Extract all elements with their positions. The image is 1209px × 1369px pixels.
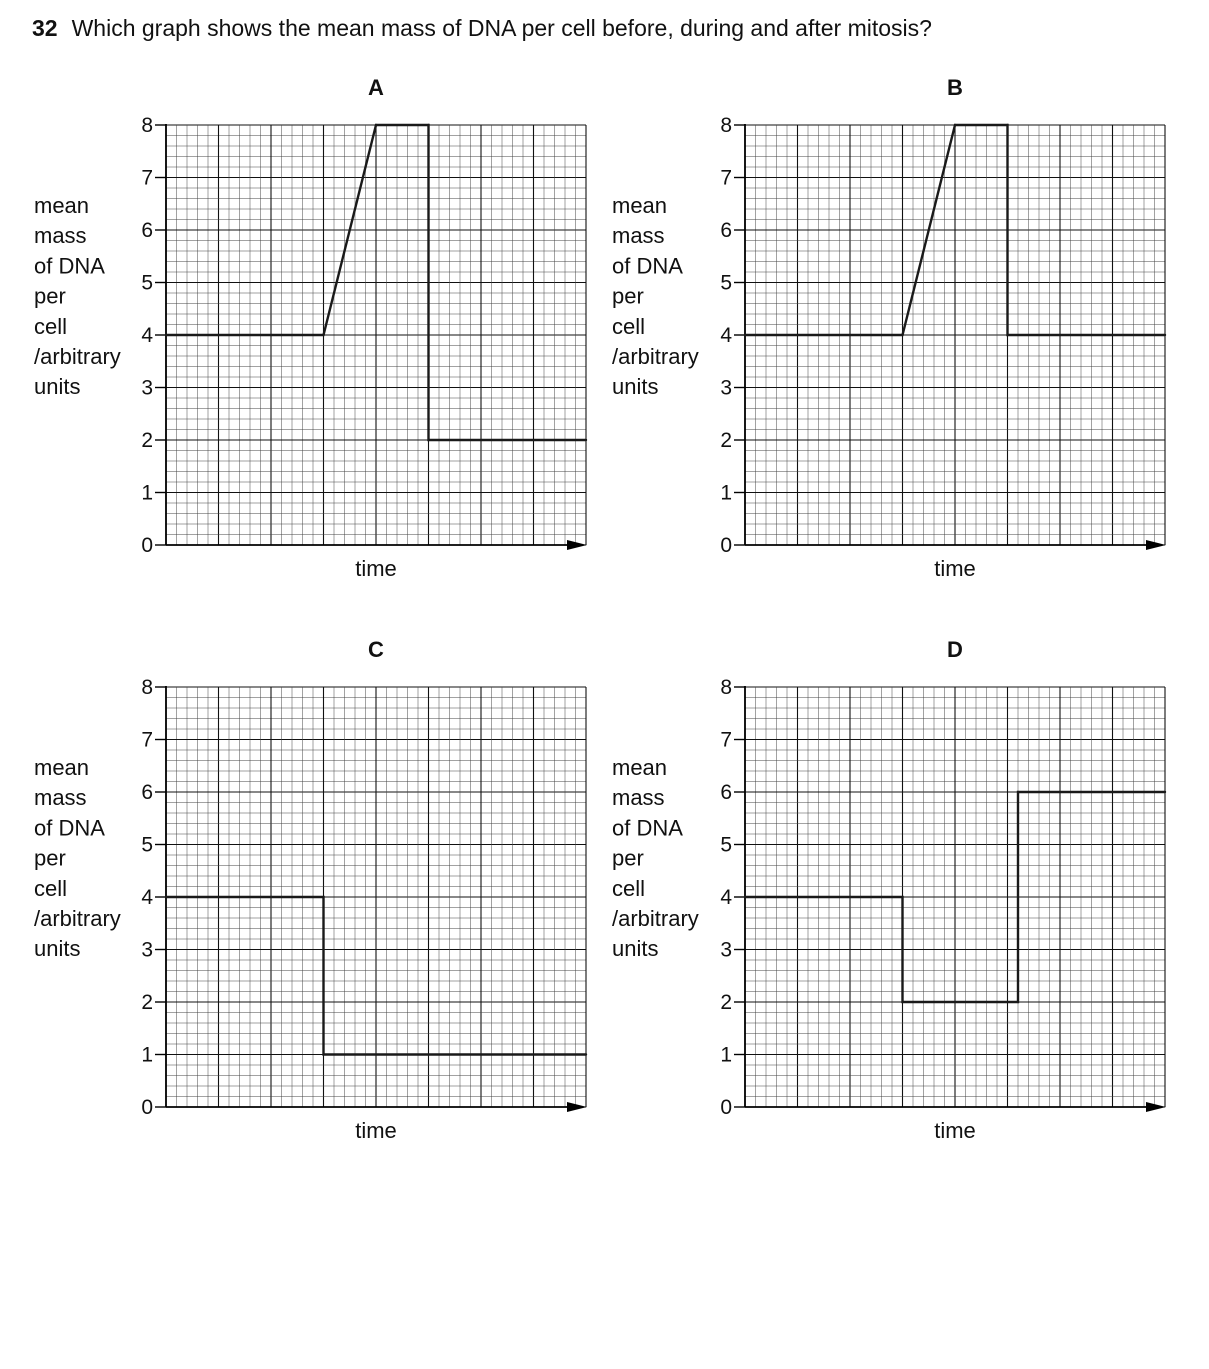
data-point: [901, 896, 903, 898]
y-tick-label: 5: [141, 271, 153, 295]
data-point: [427, 124, 429, 126]
y-axis-label-line: of DNA: [34, 815, 105, 841]
data-point: [954, 124, 956, 126]
y-tick-label: 2: [720, 991, 732, 1014]
y-tick-label: 6: [141, 219, 153, 242]
x-axis-arrow: [567, 540, 587, 550]
y-tick-label: 3: [720, 938, 732, 962]
y-tick-label: 0: [720, 534, 732, 557]
y-axis-label-line: mean: [34, 193, 90, 218]
y-tick-label: 1: [720, 481, 732, 505]
data-point: [1006, 334, 1008, 336]
x-axis-label: time: [355, 556, 397, 581]
chart-c: [34, 637, 587, 1143]
x-axis-label: time: [934, 556, 976, 581]
y-axis-label-line: mass: [34, 223, 87, 249]
chart-b: [612, 75, 1166, 581]
y-axis-label-line: units: [34, 374, 81, 400]
y-tick-label: 8: [720, 676, 732, 699]
data-point: [165, 334, 167, 336]
y-tick-label: 6: [141, 781, 153, 804]
data-point: [1017, 1001, 1019, 1003]
y-tick-label: 7: [141, 728, 153, 752]
question-text: Which graph shows the mean mass of DNA per cell before, during and after mitosis?: [71, 15, 932, 41]
data-point: [744, 896, 746, 898]
y-tick-label: 7: [720, 166, 732, 190]
y-axis-label-line: per: [612, 845, 644, 871]
y-tick-label: 3: [720, 376, 732, 400]
y-tick-label: 4: [720, 886, 732, 909]
y-tick-label: 4: [141, 886, 153, 909]
data-point: [585, 439, 587, 441]
y-tick-label: 2: [141, 991, 153, 1014]
y-axis-label-line: mass: [612, 785, 665, 811]
y-tick-label: 0: [141, 534, 153, 557]
data-point: [585, 1053, 587, 1055]
x-axis-arrow: [567, 1102, 587, 1112]
y-tick-label: 3: [141, 376, 153, 400]
data-point: [1164, 334, 1166, 336]
y-axis-label-line: /arbitrary: [34, 344, 121, 369]
chart-d: [612, 637, 1166, 1143]
y-tick-label: 3: [141, 938, 153, 962]
y-tick-label: 8: [141, 114, 153, 137]
y-axis-label-line: cell: [612, 313, 646, 339]
y-axis-label-line: mean: [34, 755, 90, 780]
y-axis-label-line: mass: [612, 223, 665, 249]
data-point: [744, 334, 746, 336]
question-number: 32: [32, 15, 58, 41]
data-point: [1164, 791, 1166, 793]
data-point: [165, 896, 167, 898]
data-point: [1006, 124, 1008, 126]
y-axis-label-line: units: [612, 374, 659, 400]
y-tick-label: 2: [720, 429, 732, 452]
y-axis-label-line: cell: [34, 875, 68, 901]
y-tick-label: 1: [141, 1043, 153, 1067]
y-tick-label: 8: [720, 114, 732, 137]
chart-title: C: [368, 637, 384, 662]
y-tick-label: 6: [720, 781, 732, 804]
y-tick-label: 7: [720, 728, 732, 752]
chart-title: B: [947, 75, 963, 100]
x-axis-label: time: [355, 1118, 397, 1143]
y-tick-label: 5: [141, 833, 153, 857]
y-axis-label-line: /arbitrary: [612, 344, 699, 369]
y-axis-label-line: /arbitrary: [34, 906, 121, 931]
data-point: [322, 1053, 324, 1055]
y-axis-label-line: per: [612, 283, 644, 309]
y-axis-label-line: cell: [612, 875, 646, 901]
x-axis-arrow: [1146, 1102, 1166, 1112]
y-axis-label-line: per: [34, 845, 66, 871]
chart-title: D: [947, 637, 963, 662]
y-tick-label: 4: [720, 324, 732, 347]
y-tick-label: 0: [141, 1096, 153, 1119]
y-tick-label: 6: [720, 219, 732, 242]
chart-title: A: [368, 75, 384, 100]
y-axis-label-line: units: [34, 936, 81, 962]
y-axis-label-line: mean: [612, 193, 668, 218]
x-axis-arrow: [1146, 540, 1166, 550]
y-tick-label: 2: [141, 429, 153, 452]
y-axis-label-line: units: [612, 936, 659, 962]
y-tick-label: 1: [720, 1043, 732, 1067]
data-point: [901, 334, 903, 336]
y-tick-label: 5: [720, 271, 732, 295]
y-axis-label-line: cell: [34, 313, 68, 339]
y-axis-label-line: mass: [34, 785, 87, 811]
y-axis-label-line: of DNA: [612, 815, 683, 841]
y-tick-label: 7: [141, 166, 153, 190]
data-point: [901, 1001, 903, 1003]
y-axis-label-line: of DNA: [34, 253, 105, 279]
chart-a: [34, 75, 587, 581]
data-point: [375, 124, 377, 126]
x-axis-label: time: [934, 1118, 976, 1143]
y-axis-label-line: mean: [612, 755, 668, 780]
data-point: [427, 439, 429, 441]
data-point: [1017, 791, 1019, 793]
data-point: [322, 896, 324, 898]
y-axis-label-line: /arbitrary: [612, 906, 699, 931]
y-tick-label: 0: [720, 1096, 732, 1119]
y-axis-label-line: per: [34, 283, 66, 309]
y-tick-label: 5: [720, 833, 732, 857]
y-tick-label: 4: [141, 324, 153, 347]
y-axis-label-line: of DNA: [612, 253, 683, 279]
y-tick-label: 1: [141, 481, 153, 505]
y-tick-label: 8: [141, 676, 153, 699]
data-point: [322, 334, 324, 336]
